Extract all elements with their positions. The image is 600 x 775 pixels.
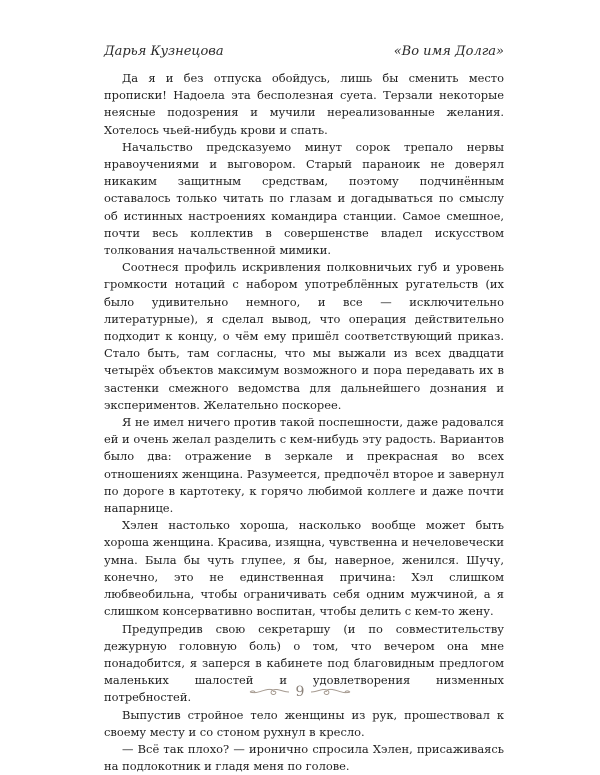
- paragraph: Начальство предсказуемо минут сорок трепало нервы нравоучениями и выговором. Старый параноик не доверял никаким защитным средствам, поэтому подчинённым оставалось только читать по глазам и догадываться по смыслу об истинных настроениях командира станции. Самое смешное, почти весь коллектив в совершенстве владел искусством толкования начальственной мимики.: [104, 139, 504, 258]
- paragraph: Да я и без отпуска обойдусь, лишь бы сменить место прописки! Надоела эта бесполезная суета. Терзали некоторые неясные подозрения и мучили нереализованные желания. Хотелось чьей-нибудь крови и спать.: [104, 71, 504, 137]
- flourish-right-icon: [310, 686, 352, 698]
- paragraph: Предупредив свою секретаршу (и по совместительству дежурную головную боль) о том, что вечером она мне понадобится, я заперся в кабинете под благовидным предлогом маленьких шалостей и удовлетворения низменных потребностей.: [104, 621, 504, 705]
- paragraph: Я не имел ничего против такой поспешности, даже радовался ей и очень желал разделить с кем-нибудь эту радость. Вариантов было два: отражение в зеркале и прекрасная во всех отношениях женщина. Разумеется, предпочёл второе и завернул по дороге в картотеку, к горячо любимой коллеге и даже почти напарнице.: [104, 415, 504, 516]
- running-header: [104, 44, 504, 59]
- body-text: [104, 70, 504, 775]
- paragraph: Выпустив стройное тело женщины из рук, прошествовал к своему месту и со стоном рухнул в кресло.: [104, 707, 504, 739]
- header-book-title: «Во имя Долга»: [393, 44, 504, 59]
- paragraph: — Всё так плохо? — иронично спросила Хэлен, присаживаясь на подлокотник и гладя меня по голове.: [104, 741, 504, 774]
- paragraph: Соотнеся профиль искривления полковничьих губ и уровень громкости нотаций с набором употреблённых ругательств (их было удивительно немного, и все — исключительно литературные), я сделал вывод, что операция действительно подходит к концу, о чём ему пришёл соответствующий приказ. Стало быть, там согласны, что мы выжали из всех двадцати четырёх объектов максимум возможного и пора передавать их в застенки смежного ведомства для дальнейшего дознания и экспериментов. Желательно поскорее.: [104, 260, 504, 412]
- paragraph: Хэлен настолько хороша, насколько вообще может быть хороша женщина. Красива, изящна, чувственна и нечеловечески умна. Была бы чуть глупее, я бы, наверное, женился. Шучу, конечно, это не единственная причина: Хэл слишком любвеобильна, чтобы ограничивать себя одним мужчиной, а я слишком консервативно воспитан, чтобы делить с кем-то жену.: [104, 518, 504, 619]
- page-footer: [0, 684, 600, 700]
- header-author: Дарья Кузнецова: [104, 44, 224, 59]
- page-number: 9: [295, 684, 305, 700]
- flourish-left-icon: [248, 686, 290, 698]
